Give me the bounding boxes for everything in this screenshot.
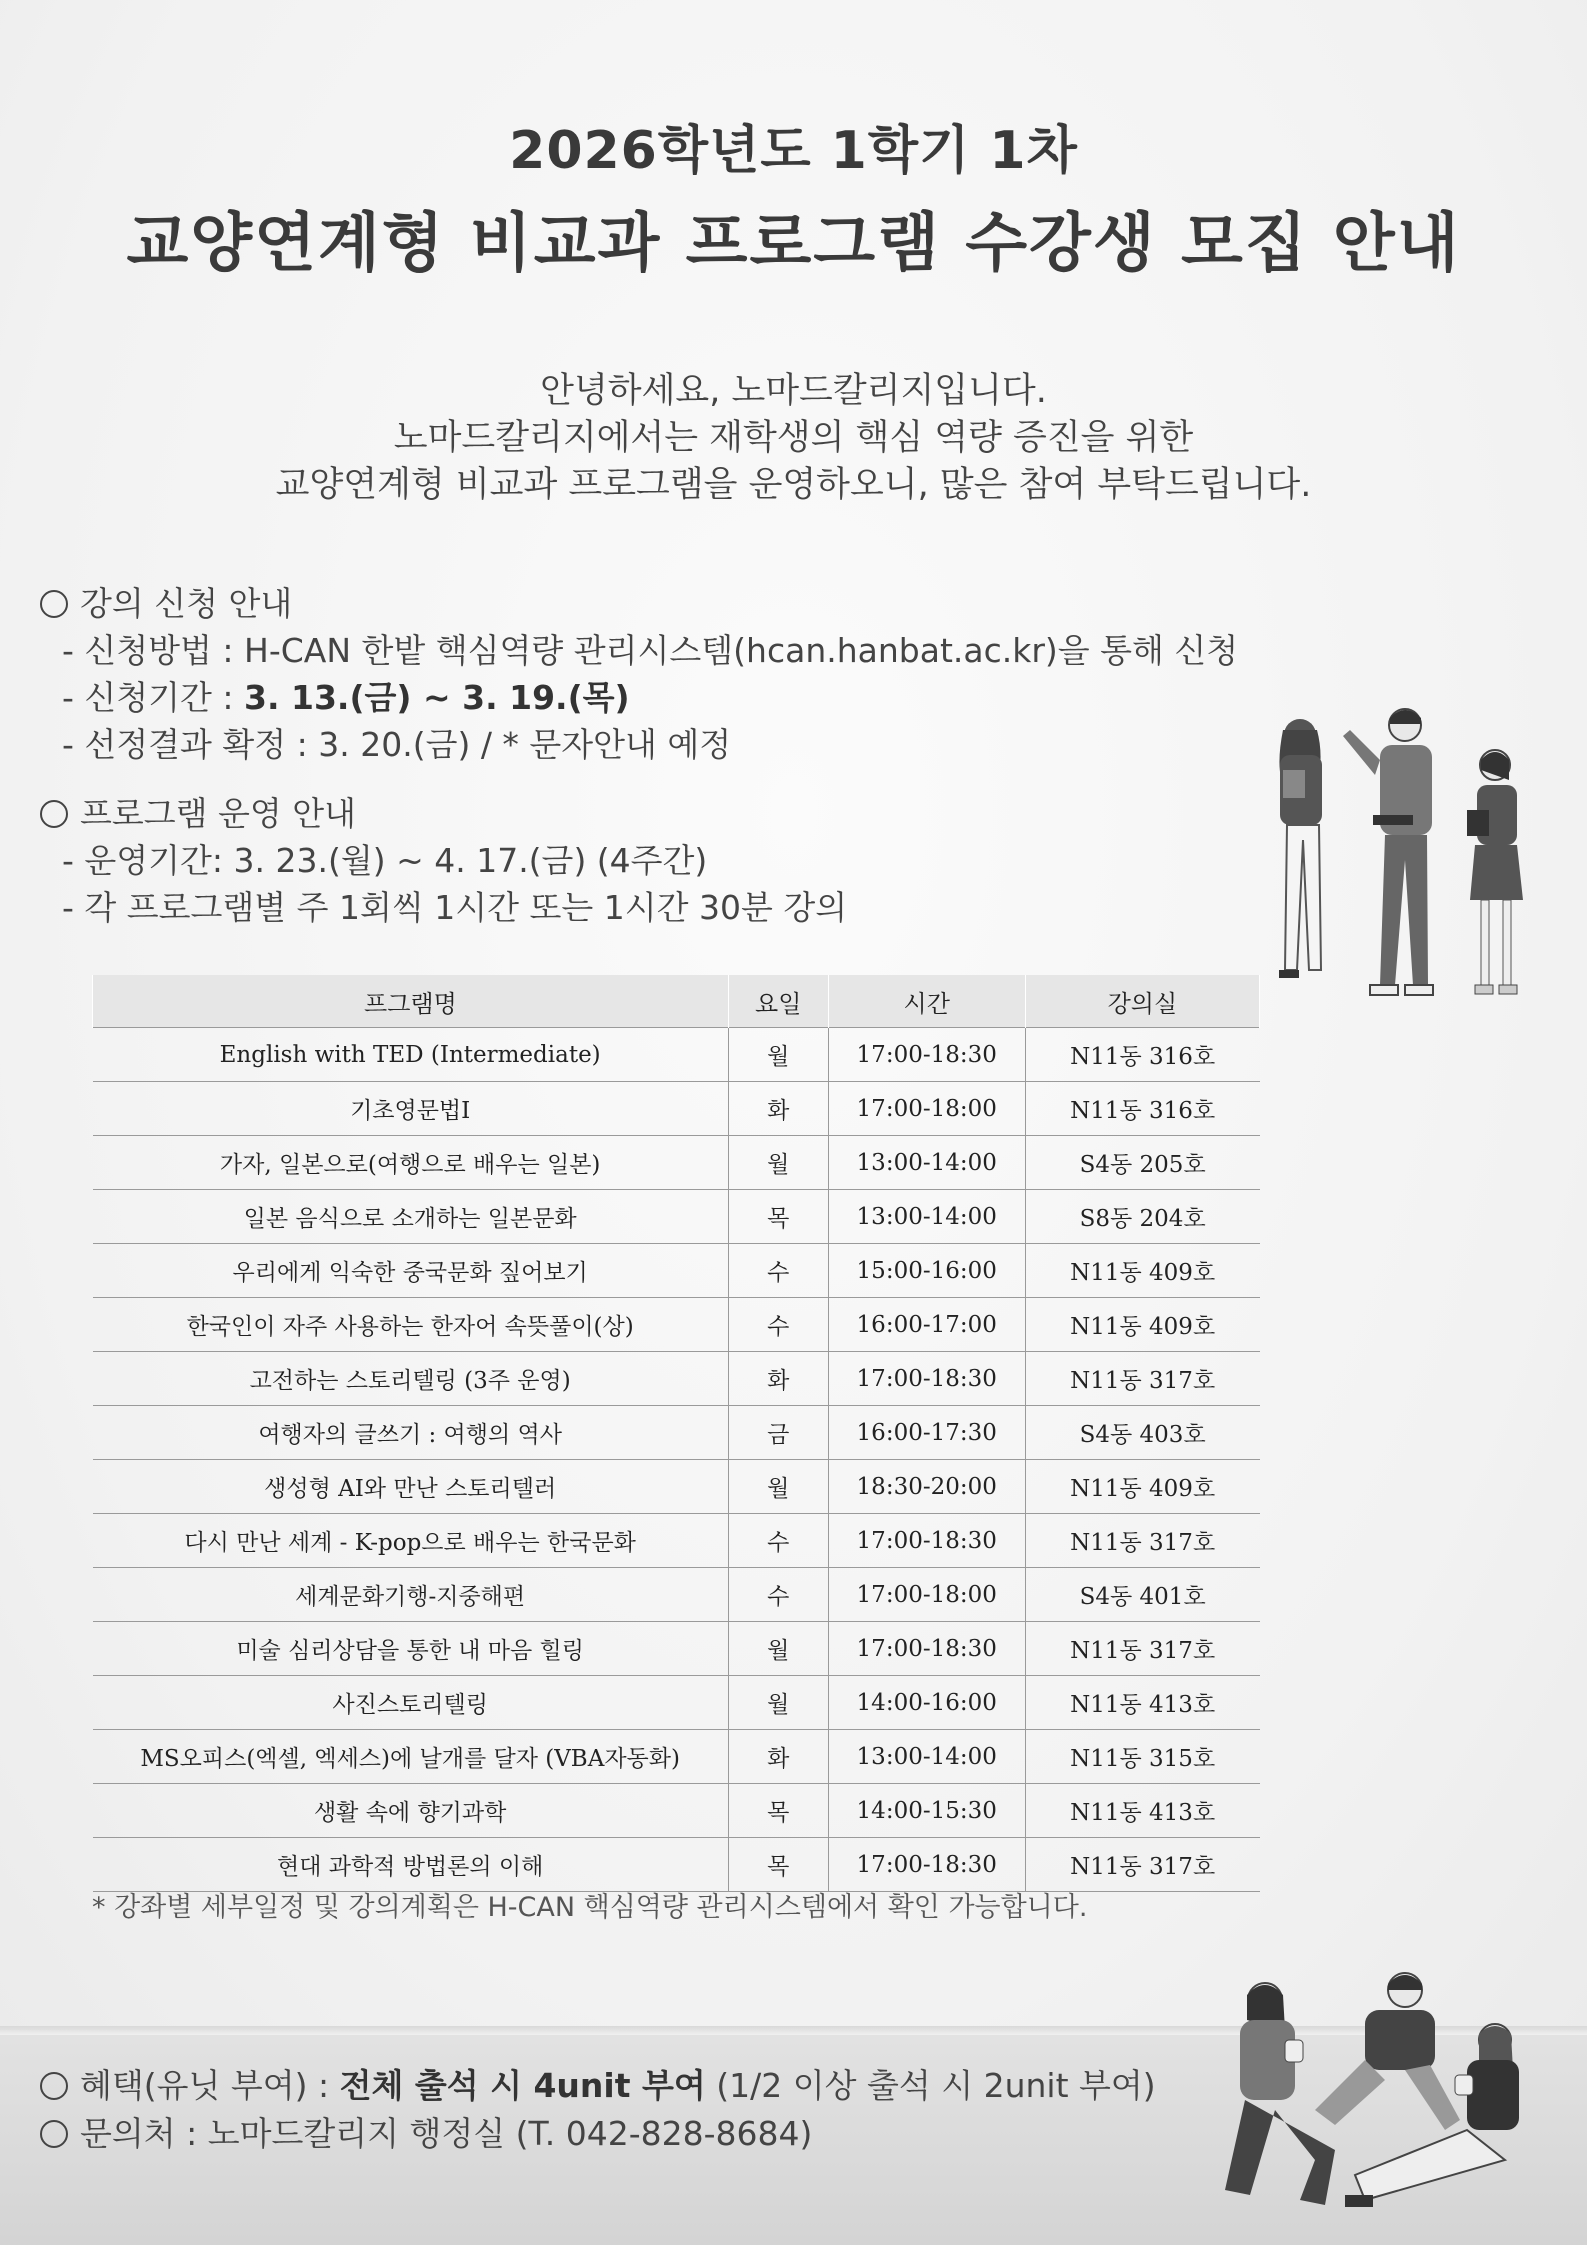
table-row	[93, 1838, 1260, 1892]
title-line2: 교양연계형 비교과 프로그램 수강생 모집 안내	[126, 207, 1461, 281]
cell-day: 수	[728, 1244, 828, 1298]
cell-room: N11동 317호	[1025, 1514, 1259, 1568]
table-row	[93, 1028, 1260, 1082]
cell-program: 일본 음식으로 소개하는 일본문화	[93, 1190, 729, 1244]
table-row	[93, 1244, 1260, 1298]
cell-time: 13:00-14:00	[828, 1136, 1025, 1190]
operation-period: - 운영기간: 3. 23.(월) ~ 4. 17.(금) (4주간)	[62, 841, 708, 880]
program-table	[92, 975, 1260, 1892]
cell-room: S4동 401호	[1025, 1568, 1259, 1622]
operation-schedule: - 각 프로그램별 주 1회씩 1시간 또는 1시간 30분 강의	[62, 888, 848, 927]
benefit-label: 혜택(유닛 부여) :	[80, 2066, 340, 2105]
table-row	[93, 1784, 1260, 1838]
cell-time: 17:00-18:00	[828, 1568, 1025, 1622]
circle-bullet-icon	[40, 590, 68, 618]
circle-bullet-icon	[40, 2120, 68, 2148]
table-row	[93, 1136, 1260, 1190]
cell-day: 목	[728, 1838, 828, 1892]
application-result: - 선정결과 확정 : 3. 20.(금) / * 문자안내 예정	[62, 725, 732, 764]
application-period-value: 3. 13.(금) ~ 3. 19.(목)	[244, 678, 630, 717]
cell-room: N11동 413호	[1025, 1784, 1259, 1838]
cell-day: 화	[728, 1082, 828, 1136]
cell-time: 17:00-18:00	[828, 1082, 1025, 1136]
cell-room: N11동 316호	[1025, 1028, 1259, 1082]
table-header-row	[93, 975, 1260, 1028]
cell-room: S4동 205호	[1025, 1136, 1259, 1190]
cell-program: 여행자의 글쓰기 : 여행의 역사	[93, 1406, 729, 1460]
application-period-label: - 신청기간 :	[62, 678, 245, 717]
table-row	[93, 1676, 1260, 1730]
cell-day: 월	[728, 1460, 828, 1514]
cell-program: 우리에게 익숙한 중국문화 짚어보기	[93, 1244, 729, 1298]
cell-day: 월	[728, 1136, 828, 1190]
cell-program: 고전하는 스토리텔링 (3주 운영)	[93, 1352, 729, 1406]
cell-time: 17:00-18:30	[828, 1514, 1025, 1568]
cell-time: 13:00-14:00	[828, 1730, 1025, 1784]
students-standing-illustration	[1255, 700, 1535, 1010]
application-period	[40, 674, 1238, 721]
cell-room: N11동 316호	[1025, 1082, 1259, 1136]
table-row	[93, 1298, 1260, 1352]
table-row	[93, 1460, 1260, 1514]
cell-room: S4동 403호	[1025, 1406, 1259, 1460]
cell-day: 화	[728, 1352, 828, 1406]
cell-program: 사진스토리텔링	[93, 1676, 729, 1730]
cell-program: English with TED (Intermediate)	[93, 1028, 729, 1082]
cell-room: N11동 315호	[1025, 1730, 1259, 1784]
cell-program: MS오피스(엑셀, 엑세스)에 날개를 달자 (VBA자동화)	[93, 1730, 729, 1784]
cell-program: 가자, 일본으로(여행으로 배우는 일본)	[93, 1136, 729, 1190]
header-program: 프그램명	[93, 975, 729, 1028]
cell-day: 월	[728, 1622, 828, 1676]
application-method: - 신청방법 : H-CAN 한밭 핵심역량 관리시스템(hcan.hanbat.ac.kr)을 통해 신청	[62, 631, 1239, 670]
cell-time: 18:30-20:00	[828, 1460, 1025, 1514]
circle-bullet-icon	[40, 2072, 68, 2100]
students-sitting-illustration	[1205, 1960, 1545, 2230]
table-row	[93, 1352, 1260, 1406]
benefit-rest: (1/2 이상 출석 시 2unit 부여)	[705, 2066, 1156, 2105]
cell-time: 16:00-17:30	[828, 1406, 1025, 1460]
table-row	[93, 1622, 1260, 1676]
table-row	[93, 1730, 1260, 1784]
benefit-bold: 전체 출석 시 4unit 부여	[339, 2066, 706, 2105]
cell-program: 미술 심리상담을 통한 내 마음 힐링	[93, 1622, 729, 1676]
cell-day: 수	[728, 1514, 828, 1568]
cell-room: N11동 317호	[1025, 1838, 1259, 1892]
circle-bullet-icon	[40, 800, 68, 828]
cell-day: 금	[728, 1406, 828, 1460]
cell-program: 생활 속에 향기과학	[93, 1784, 729, 1838]
header-room: 강의실	[1025, 975, 1259, 1028]
cell-day: 수	[728, 1568, 828, 1622]
application-heading: 강의 신청 안내	[80, 584, 293, 623]
cell-room: N11동 317호	[1025, 1622, 1259, 1676]
cell-day: 목	[728, 1190, 828, 1244]
cell-room: N11동 413호	[1025, 1676, 1259, 1730]
contact-line	[40, 2110, 1156, 2158]
cell-program: 세계문화기행-지중해편	[93, 1568, 729, 1622]
header-day: 요일	[728, 975, 828, 1028]
cell-time: 14:00-16:00	[828, 1676, 1025, 1730]
cell-room: S8동 204호	[1025, 1190, 1259, 1244]
table-row	[93, 1514, 1260, 1568]
cell-time: 15:00-16:00	[828, 1244, 1025, 1298]
cell-program: 생성형 AI와 만난 스토리텔러	[93, 1460, 729, 1514]
operation-heading: 프로그램 운영 안내	[80, 794, 357, 833]
intro-line1: 안녕하세요, 노마드칼리지입니다.	[540, 371, 1047, 411]
cell-program: 다시 만난 세계 - K-pop으로 배우는 한국문화	[93, 1514, 729, 1568]
cell-day: 화	[728, 1730, 828, 1784]
benefit-line	[40, 2062, 1156, 2110]
application-section	[40, 580, 1238, 768]
cell-day: 수	[728, 1298, 828, 1352]
intro-text	[0, 368, 1587, 509]
footnote: * 강좌별 세부일정 및 강의계획은 H-CAN 핵심역량 관리시스템에서 확인 가능합니다.	[92, 1892, 1088, 1923]
table-row	[93, 1190, 1260, 1244]
contact-text: 문의처 : 노마드칼리지 행정실 (T. 042-828-8684)	[80, 2114, 813, 2153]
cell-program: 한국인이 자주 사용하는 한자어 속뜻풀이(상)	[93, 1298, 729, 1352]
table-row	[93, 1082, 1260, 1136]
cell-day: 월	[728, 1676, 828, 1730]
cell-room: N11동 409호	[1025, 1244, 1259, 1298]
cell-time: 17:00-18:30	[828, 1352, 1025, 1406]
cell-room: N11동 409호	[1025, 1460, 1259, 1514]
cell-time: 13:00-14:00	[828, 1190, 1025, 1244]
cell-day: 월	[728, 1028, 828, 1082]
table-row	[93, 1406, 1260, 1460]
cell-program: 기초영문법I	[93, 1082, 729, 1136]
cell-time: 17:00-18:30	[828, 1838, 1025, 1892]
cell-day: 목	[728, 1784, 828, 1838]
cell-time: 14:00-15:30	[828, 1784, 1025, 1838]
intro-line3: 교양연계형 비교과 프로그램을 운영하오니, 많은 참여 부탁드립니다.	[275, 465, 1312, 505]
intro-line2: 노마드칼리지에서는 재학생의 핵심 역량 증진을 위한	[393, 418, 1194, 458]
table-row	[93, 1568, 1260, 1622]
cell-room: N11동 317호	[1025, 1352, 1259, 1406]
contact-section	[40, 2062, 1156, 2158]
cell-time: 17:00-18:30	[828, 1028, 1025, 1082]
cell-time: 17:00-18:30	[828, 1622, 1025, 1676]
header-time: 시간	[828, 975, 1025, 1028]
cell-room: N11동 409호	[1025, 1298, 1259, 1352]
cell-time: 16:00-17:00	[828, 1298, 1025, 1352]
operation-section	[40, 790, 847, 931]
title-line1: 2026학년도 1학기 1차	[509, 121, 1078, 181]
cell-program: 현대 과학적 방법론의 이해	[93, 1838, 729, 1892]
